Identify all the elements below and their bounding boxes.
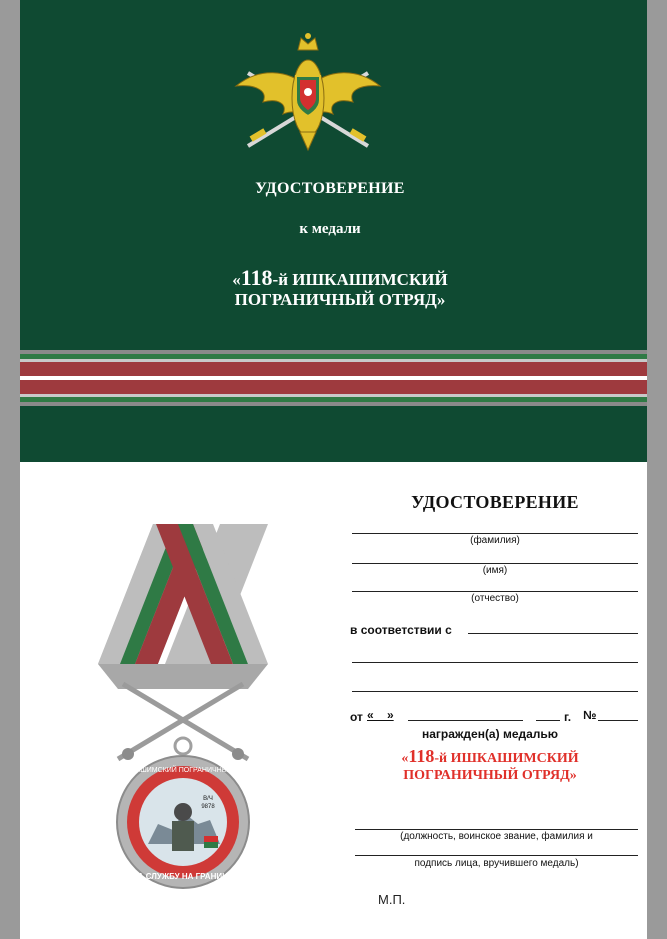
cover-medal-line2: ПОГРАНИЧНЫЙ ОТРЯД bbox=[234, 290, 437, 309]
cover-title: УДОСТОВЕРЕНИЕ bbox=[255, 180, 405, 197]
number-line[interactable] bbox=[598, 720, 638, 721]
award-quote-close: » bbox=[569, 768, 577, 783]
surname-line[interactable] bbox=[352, 533, 638, 534]
cover-subtitle: к медали bbox=[299, 221, 361, 237]
award-number: 118 bbox=[408, 746, 435, 766]
patronymic-hint: (отчество) bbox=[471, 593, 519, 604]
medal-unit-code-2: 9878 bbox=[201, 804, 215, 810]
name-hint: (имя) bbox=[482, 565, 508, 576]
cover-medal-name bbox=[110, 265, 570, 310]
border-troops-eagle-emblem-icon bbox=[228, 28, 388, 158]
award-line2: ПОГРАНИЧНЫЙ ОТРЯД bbox=[403, 768, 570, 783]
ribbon-stripes bbox=[20, 350, 647, 406]
surname-hint: (фамилия) bbox=[470, 535, 520, 546]
patronymic-line[interactable] bbox=[352, 591, 638, 592]
accordance-line[interactable] bbox=[468, 633, 638, 634]
date-day-field[interactable]: « » bbox=[367, 708, 394, 722]
cover-medal-number: 118 bbox=[240, 265, 273, 290]
cover-medal-quote-open: « bbox=[232, 270, 241, 289]
award-medal-name bbox=[380, 748, 600, 784]
signature-line[interactable] bbox=[355, 855, 638, 856]
awarded-label: награжден(а) медалью bbox=[421, 727, 559, 741]
cover-medal-quote-close: » bbox=[436, 290, 446, 309]
award-line1: -й ИШКАШИМСКИЙ bbox=[434, 751, 579, 766]
accordance-line-2[interactable] bbox=[352, 662, 638, 663]
year-label: г. bbox=[564, 710, 572, 724]
medal-image bbox=[98, 524, 268, 889]
medal-ring-text-top: 118 ИШКАШИМСКИЙ ПОГРАНИЧНЫЙ ОТРЯД bbox=[107, 767, 259, 774]
medal-unit-code-1: В/Ч bbox=[203, 796, 213, 802]
date-year-line[interactable] bbox=[536, 720, 560, 721]
position-hint: (должность, воинское звание, фамилия и bbox=[400, 831, 593, 842]
signature-hint: подпись лица, вручившего медаль) bbox=[414, 858, 579, 869]
accordance-label: в соответствии с bbox=[350, 623, 452, 637]
accordance-line-3[interactable] bbox=[352, 691, 638, 692]
date-month-line[interactable] bbox=[408, 720, 523, 721]
certificate-cover bbox=[20, 0, 647, 462]
name-line[interactable] bbox=[352, 563, 638, 564]
cover-medal-line1: -й ИШКАШИМСКИЙ bbox=[272, 270, 448, 289]
position-line[interactable] bbox=[355, 829, 638, 830]
number-label: № bbox=[583, 708, 597, 722]
certificate-inside bbox=[20, 462, 647, 939]
from-label: от bbox=[350, 710, 363, 724]
medal-ring-text-bottom: ЗА СЛУЖБУ НА ГРАНИЦЕ bbox=[132, 872, 234, 881]
award-quote-open: « bbox=[401, 751, 409, 766]
stamp-place-label: М.П. bbox=[378, 892, 406, 907]
document-title: УДОСТОВЕРЕНИЕ bbox=[411, 492, 579, 512]
